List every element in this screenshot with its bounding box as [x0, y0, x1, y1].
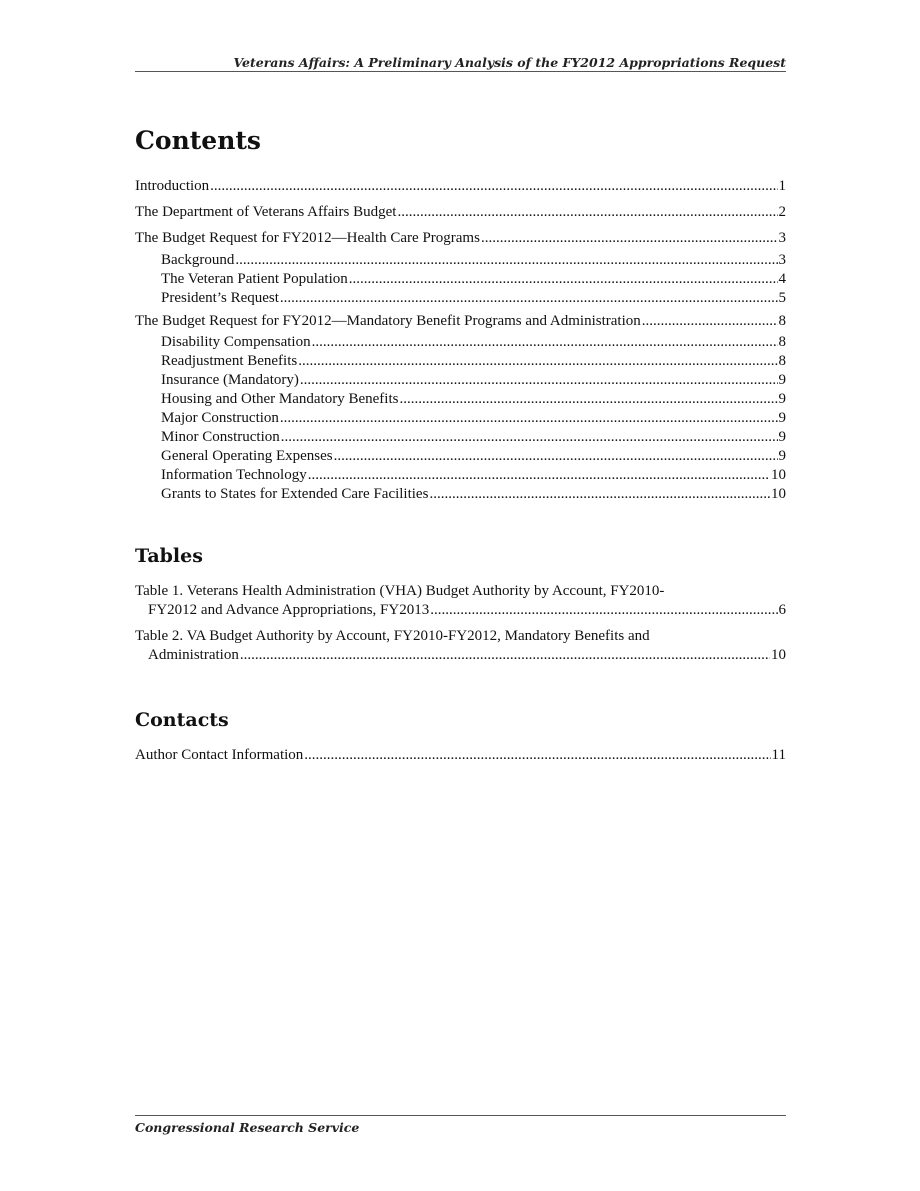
- footer-rule: [135, 1115, 786, 1116]
- toc-entry-text: The Department of Veterans Affairs Budget: [135, 204, 397, 220]
- toc-page-number: 9: [778, 372, 786, 388]
- toc-entry-text: Background: [161, 252, 235, 268]
- toc-entry-text: Major Construction: [161, 410, 279, 426]
- dot-leader: [481, 229, 778, 248]
- toc-entry-text: General Operating Expenses: [161, 448, 333, 464]
- toc-page-number: 6: [778, 602, 786, 618]
- dot-leader: [210, 177, 777, 196]
- table-entry-2-line1[interactable]: Table 2. VA Budget Authority by Account, FY2010-FY2012, Mandatory Benefits and: [135, 628, 650, 644]
- toc-page-number: 9: [778, 410, 786, 426]
- toc-page-number: 11: [771, 747, 786, 763]
- header-rule: [135, 71, 786, 72]
- toc-entry-va-budget[interactable]: [135, 203, 786, 222]
- dot-leader: [642, 312, 778, 331]
- toc-entry-text: Disability Compensation: [161, 334, 311, 350]
- toc-entry-introduction[interactable]: [135, 177, 786, 196]
- dot-leader: [280, 289, 778, 308]
- dot-leader: [240, 646, 770, 665]
- running-footer: Congressional Research Service: [135, 1120, 360, 1135]
- toc-entry-readjustment-benefits[interactable]: [161, 352, 786, 371]
- toc-entry-presidents-request[interactable]: [161, 289, 786, 308]
- toc-entry-text: The Budget Request for FY2012—Mandatory Benefit Programs and Administration: [135, 313, 641, 329]
- toc-entry-text: Grants to States for Extended Care Facilities: [161, 486, 429, 502]
- toc-page-number: 4: [778, 271, 786, 287]
- toc-entry-patient-population[interactable]: [161, 270, 786, 289]
- toc-entry-text: Insurance (Mandatory): [161, 372, 299, 388]
- dot-leader: [308, 466, 770, 485]
- toc-page-number: 2: [778, 204, 786, 220]
- dot-leader: [349, 270, 778, 289]
- running-header: Veterans Affairs: A Preliminary Analysis of the FY2012 Appropriations Request: [233, 55, 786, 70]
- toc-page-number: 10: [771, 647, 786, 663]
- toc-entry-text: Author Contact Information: [135, 747, 304, 763]
- toc-entry-disability-compensation[interactable]: [161, 333, 786, 352]
- dot-leader: [235, 251, 777, 270]
- table-entry-2-line2[interactable]: [148, 646, 786, 665]
- toc-entry-housing[interactable]: [161, 390, 786, 409]
- toc-page-number: 1: [778, 178, 786, 194]
- toc-entry-text: Information Technology: [161, 467, 307, 483]
- toc-page-number: 3: [778, 230, 786, 246]
- toc-entry-minor-construction[interactable]: [161, 428, 786, 447]
- dot-leader: [298, 352, 777, 371]
- toc-entry-background[interactable]: [161, 251, 786, 270]
- toc-page-number: 3: [778, 252, 786, 268]
- toc-entry-text: Housing and Other Mandatory Benefits: [161, 391, 399, 407]
- toc-entry-insurance[interactable]: [161, 371, 786, 390]
- toc-entry-text: The Budget Request for FY2012—Health Care Programs: [135, 230, 480, 246]
- toc-entry-text: Minor Construction: [161, 429, 280, 445]
- dot-leader: [334, 447, 778, 466]
- contact-entry-author[interactable]: [135, 746, 786, 765]
- toc-page-number: 9: [778, 391, 786, 407]
- toc-page-number: 9: [778, 448, 786, 464]
- toc-entry-text: President’s Request: [161, 290, 279, 306]
- toc-entry-text: Administration: [148, 647, 239, 663]
- toc-entry-major-construction[interactable]: [161, 409, 786, 428]
- toc-page-number: 8: [778, 334, 786, 350]
- dot-leader: [281, 428, 778, 447]
- toc-page-number: 9: [778, 429, 786, 445]
- toc-page-number: 8: [778, 353, 786, 369]
- dot-leader: [312, 333, 778, 352]
- dot-leader: [430, 601, 777, 620]
- toc-entry-text: Introduction: [135, 178, 210, 194]
- toc-entry-mandatory-benefits[interactable]: [135, 312, 786, 331]
- toc-page-number: 8: [778, 313, 786, 329]
- dot-leader: [304, 746, 770, 765]
- toc-entry-text: Readjustment Benefits: [161, 353, 298, 369]
- toc-page-number: 10: [771, 467, 786, 483]
- toc-entry-information-technology[interactable]: [161, 466, 786, 485]
- dot-leader: [397, 203, 777, 222]
- contacts-heading: Contacts: [135, 709, 229, 731]
- dot-leader: [280, 409, 778, 428]
- dot-leader: [429, 485, 770, 504]
- toc-entry-text: FY2012 and Advance Appropriations, FY2013: [148, 602, 430, 618]
- toc-page-number: 10: [771, 486, 786, 502]
- dot-leader: [300, 371, 778, 390]
- toc-entry-health-care-programs[interactable]: [135, 229, 786, 248]
- contents-heading: Contents: [135, 126, 262, 155]
- tables-heading: Tables: [135, 545, 203, 567]
- dot-leader: [399, 390, 777, 409]
- table-entry-1-line2[interactable]: [148, 601, 786, 620]
- table-entry-1-line1[interactable]: Table 1. Veterans Health Administration (VHA) Budget Authority by Account, FY2010-: [135, 583, 665, 599]
- toc-entry-grants-to-states[interactable]: [161, 485, 786, 504]
- toc-entry-general-operating-expenses[interactable]: [161, 447, 786, 466]
- toc-entry-text: The Veteran Patient Population: [161, 271, 348, 287]
- toc-page-number: 5: [778, 290, 786, 306]
